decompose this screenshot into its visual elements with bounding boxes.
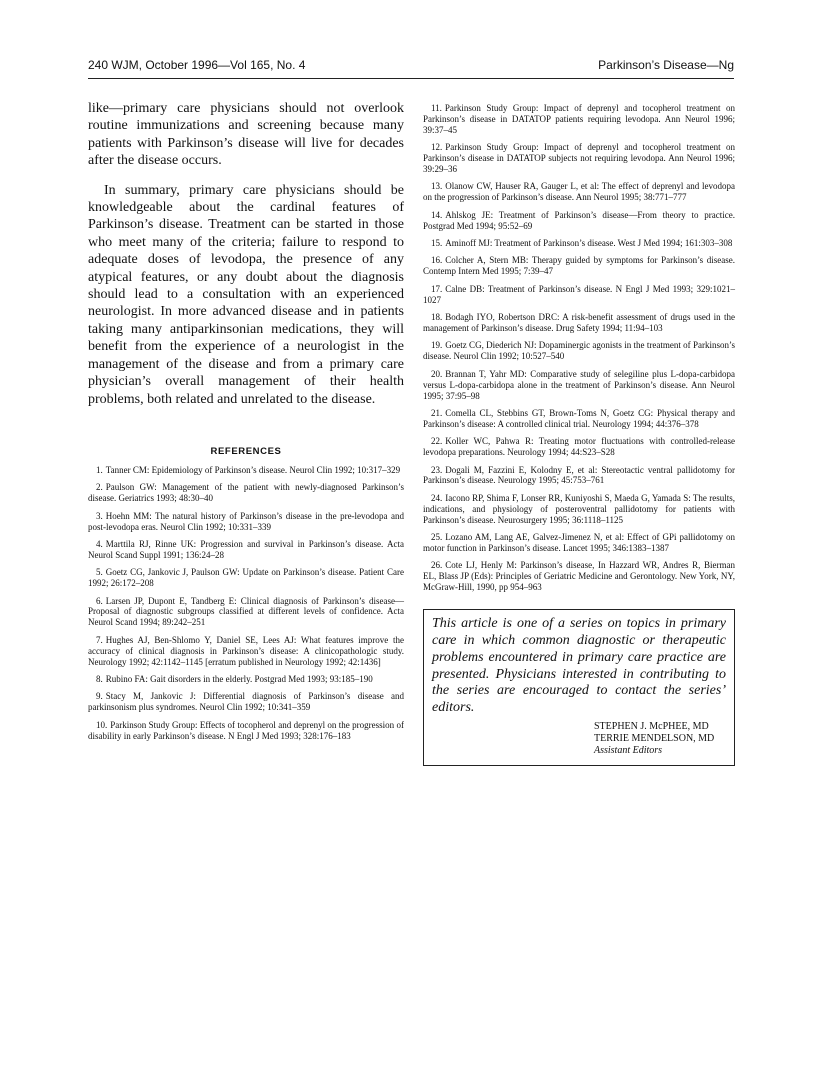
left-column	[88, 100, 404, 748]
right-column	[423, 103, 735, 766]
journal-citation: 240 WJM, October 1996—Vol 165, No. 4	[88, 58, 306, 72]
reference-item: 14. Ahlskog JE: Treatment of Parkinson’s disease—From theory to practice. Postgrad Med 1994; 95:52–69	[423, 209, 735, 231]
editor-role: Assistant Editors	[594, 744, 663, 756]
reference-item: 13. Olanow CW, Hauser RA, Gauger L, et al: The effect of deprenyl and levodopa on the progression of Parkinson’s disease. Ann Neurol 1995; 38:771–777	[423, 181, 735, 203]
series-note-box	[423, 609, 735, 766]
body-text	[88, 100, 404, 408]
reference-item: 22. Koller WC, Pahwa R: Treating motor fluctuations with controlled-release levodopa preparations. Neurology 1994; 44:S23–S28	[423, 436, 735, 458]
reference-item: 8. Rubino FA: Gait disorders in the elderly. Postgrad Med 1993; 93:185–190	[96, 674, 373, 684]
reference-item: 9. Stacy M, Jankovic J: Differential diagnosis of Parkinson’s disease and parkinsonism plus syndromes. Neurol Clin 1992; 10:341–359	[88, 691, 404, 713]
editor-name: STEPHEN J. McPHEE, MD	[594, 720, 709, 732]
reference-item: 4. Marttila RJ, Rinne UK: Progression and survival in Parkinson’s disease. Acta Neurol Scand Suppl 1991; 136:24–28	[88, 538, 404, 560]
reference-list-left	[88, 465, 404, 742]
reference-item: 21. Comella CL, Stebbins GT, Brown-Toms N, Goetz CG: Physical therapy and Parkinson’s disease: A controlled clinical trial. Neurology 1994; 44:376–378	[423, 407, 735, 429]
reference-list-right	[423, 103, 735, 593]
reference-item: 3. Hoehn MM: The natural history of Parkinson’s disease in the pre-levodopa and post-levodopa eras. Neurol Clin 1992; 10:331–339	[88, 510, 404, 532]
reference-item: 26. Cote LJ, Henly M: Parkinson’s disease, In Hazzard WR, Andres R, Bierman EL, Blass JP (Eds): Principles of Geriatric Medicine and Gerontology. New York, NY, McGraw-Hill, 1990, pp 954–963	[423, 560, 735, 593]
reference-item: 19. Goetz CG, Diederich NJ: Dopaminergic agonists in the treatment of Parkinson’s disease. Neurol Clin 1992; 10:527–540	[423, 340, 735, 362]
series-editors	[594, 721, 726, 757]
reference-item: 12. Parkinson Study Group: Impact of deprenyl and tocopherol treatment on Parkinson’s disease in DATATOP subjects not requiring levodopa. Ann Neurol 1996; 39:29–36	[423, 142, 735, 175]
running-header	[88, 56, 734, 79]
body-paragraph: like—primary care physicians should not overlook routine immunizations and screening because many patients with Parkinson’s disease will live for decades after the disease occurs.	[88, 101, 404, 169]
article-short-title: Parkinson’s Disease—Ng	[598, 58, 734, 72]
reference-item: 23. Dogali M, Fazzini E, Kolodny E, et al: Stereotactic ventral pallidotomy for Parkinson’s disease. Neurology 1995; 45:753–761	[423, 464, 735, 486]
body-paragraph: In summary, primary care physicians should be knowledgeable about the cardinal features of Parkinson’s disease. Treatment can be started in those who meet many of the criteria; failure to respond to adequate doses of levodopa, the presence of any atypical features, or any doubt about the diagnosis should lead to a consultation with an experienced neurologist. In more advanced disease and in patients taking many antiparkinsonian medications, they will benefit from the experience of a neurologist in the management of the disease and from a primary care physician’s overall management of their health problems, both related and unrelated to the disease.	[88, 182, 404, 407]
editor-name: TERRIE MENDELSON, MD	[594, 732, 715, 744]
reference-item: 2. Paulson GW: Management of the patient with newly-diagnosed Parkinson’s disease. Geriatrics 1993; 48:30–40	[88, 482, 404, 504]
reference-item: 17. Calne DB: Treatment of Parkinson’s disease. N Engl J Med 1993; 329:1021–1027	[423, 283, 735, 305]
reference-item: 24. Iacono RP, Shima F, Lonser RR, Kuniyoshi S, Maeda G, Yamada S: The results, indications, and physiology of posteroventral pallidotomy for patients with Parkinson’s disease. Neurosurgery 1995; 36:1118–1125	[423, 492, 735, 525]
reference-item: 15. Aminoff MJ: Treatment of Parkinson’s disease. West J Med 1994; 161:303–308	[431, 238, 733, 249]
reference-item: 11. Parkinson Study Group: Impact of deprenyl and tocopherol treatment on Parkinson’s disease in DATATOP patients requiring levodopa. Ann Neurol 1996; 39:37–45	[423, 103, 735, 135]
reference-item: 5. Goetz CG, Jankovic J, Paulson GW: Update on Parkinson’s disease. Patient Care 1992; 26:172–208	[88, 567, 404, 589]
series-note-text: This article is one of a series on topics in primary care in which common diagnostic or therapeutic problems encountered in primary care practice are presented. Physicians interested in contributing to the series are encouraged to contact the series’ editors.	[432, 616, 726, 716]
reference-item: 10. Parkinson Study Group: Effects of tocopherol and deprenyl on the progression of disability in early Parkinson’s disease. N Engl J Med 1993; 328:176–183	[88, 719, 404, 741]
reference-item: 1. Tanner CM: Epidemiology of Parkinson’s disease. Neurol Clin 1992; 10:317–329	[96, 464, 401, 475]
reference-item: 7. Hughes AJ, Ben-Shlomo Y, Daniel SE, Lees AJ: What features improve the accuracy of clinical diagnosis in Parkinson’s disease: A clinicopathologic study. Neurology 1992; 42:1142–1145 [erratum published in Neurology 1992; 42:1436]	[88, 634, 404, 667]
reference-item: 25. Lozano AM, Lang AE, Galvez-Jimenez N, et al: Effect of GPi pallidotomy on motor function in Parkinson’s disease. Lancet 1995; 346:1383–1387	[423, 532, 735, 553]
reference-item: 16. Colcher A, Stern MB: Therapy guided by symptoms for Parkinson’s disease. Contemp Intern Med 1995; 7:39–47	[423, 255, 735, 277]
reference-item: 6. Larsen JP, Dupont E, Tandberg E: Clinical diagnosis of Parkinson’s disease—Proposal of diagnostic subgroups classified at different levels of confidence. Acta Neurol Scand 1994; 89:242–251	[88, 595, 404, 628]
references-heading: REFERENCES	[210, 445, 282, 457]
reference-item: 18. Bodagh IYO, Robertson DRC: A risk-benefit assessment of drugs used in the management of Parkinson’s disease. Drug Safety 1994; 11:94–103	[423, 312, 735, 333]
reference-item: 20. Brannan T, Yahr MD: Comparative study of selegiline plus L-dopa-carbidopa versus L-dopa-carbidopa alone in the treatment of Parkinson’s disease. Ann Neurol 1995; 37:95–98	[423, 368, 735, 401]
